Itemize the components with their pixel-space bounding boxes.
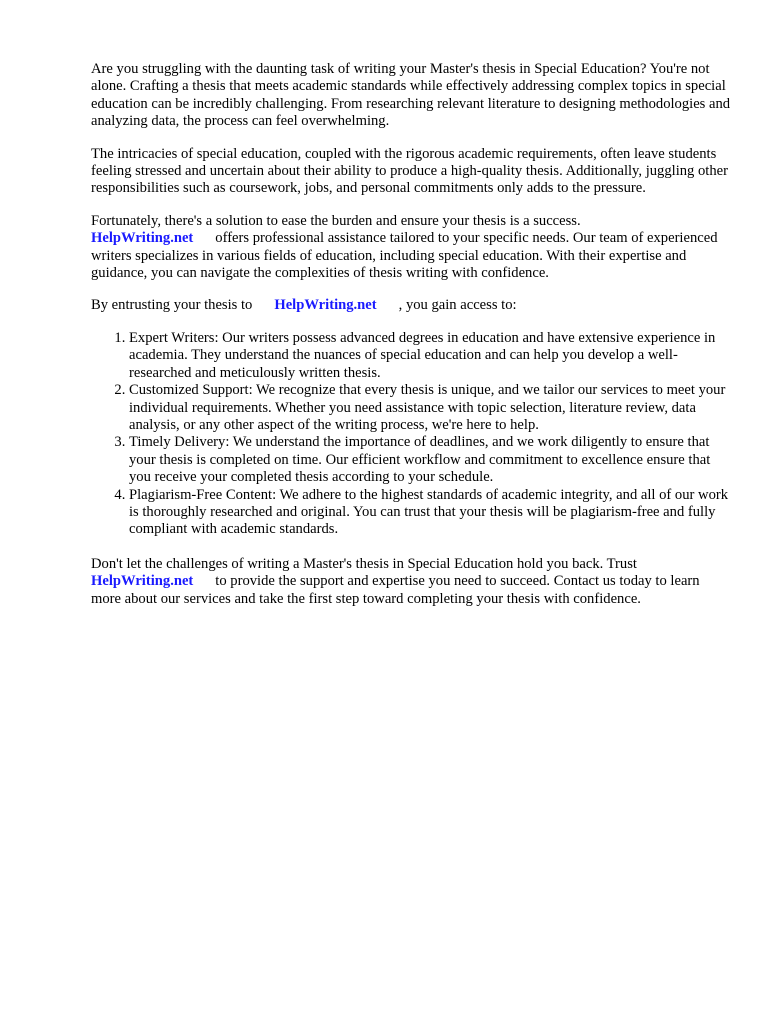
helpwriting-link[interactable]: HelpWriting.net xyxy=(274,297,377,314)
list-item: 4. Plagiarism-Free Content: We adhere to the highest standards of academic integrity, and all of our work is thoroughly researched and original. You can trust that your thesis will be plagiarism-free and fully compliant with academic standards. xyxy=(129,487,731,539)
document-page xyxy=(91,61,731,623)
intro-paragraph: Are you struggling with the daunting task of writing your Master's thesis in Special Education? You're not alone. Crafting a thesis that meets academic standards while effectively addressing complex topics in special education can be incredibly challenging. From researching relevant literature to designing methodologies and analyzing data, the process can feel overwhelming. xyxy=(91,61,731,130)
benefits-list xyxy=(91,330,731,539)
solution-text-after: offers professional assistance tailored to your specific needs. Our team of experienced writers specializes in various fields of education, including special education. With their expertise and guidance, you can navigate the complexities of thesis writing with confidence. xyxy=(91,230,718,282)
challenges-paragraph: The intricacies of special education, coupled with the rigorous academic requirements, often leave students feeling stressed and uncertain about their ability to produce a high-quality thesis. Additionally, juggling other responsibilities such as coursework, jobs, and personal commitments only adds to the pressure. xyxy=(91,145,728,197)
helpwriting-link[interactable]: HelpWriting.net xyxy=(91,230,194,247)
closing-text-before: Don't let the challenges of writing a Master's thesis in Special Education hold you back. Trust xyxy=(91,555,637,572)
closing-text-after: to provide the support and expertise you need to succeed. Contact us today to learn more about our services and take the first step toward completing your thesis with confidence. xyxy=(91,573,700,607)
list-item: 2. Customized Support: We recognize that every thesis is unique, and we tailor our services to meet your individual requirements. Whether you need assistance with topic selection, literature review, data analysis, or any other aspect of the writing process, we're here to help. xyxy=(129,382,731,434)
solution-paragraph xyxy=(91,213,731,283)
access-intro-paragraph xyxy=(91,297,731,314)
list-item: 1. Expert Writers: Our writers possess advanced degrees in education and have extensive experience in academia. They understand the nuances of special education and can help you develop a well-researched and meticulously written thesis. xyxy=(129,330,731,382)
solution-text-before: Fortunately, there's a solution to ease the burden and ensure your thesis is a success. xyxy=(91,212,581,229)
access-text-after: , you gain access to: xyxy=(398,297,517,314)
closing-paragraph xyxy=(91,556,731,608)
helpwriting-link[interactable]: HelpWriting.net xyxy=(91,573,194,590)
list-item: 3. Timely Delivery: We understand the importance of deadlines, and we work diligently to ensure that your thesis is completed on time. Our efficient workflow and commitment to excellence ensure that you receive your completed thesis according to your schedule. xyxy=(129,434,731,486)
access-text-before: By entrusting your thesis to xyxy=(91,297,253,314)
